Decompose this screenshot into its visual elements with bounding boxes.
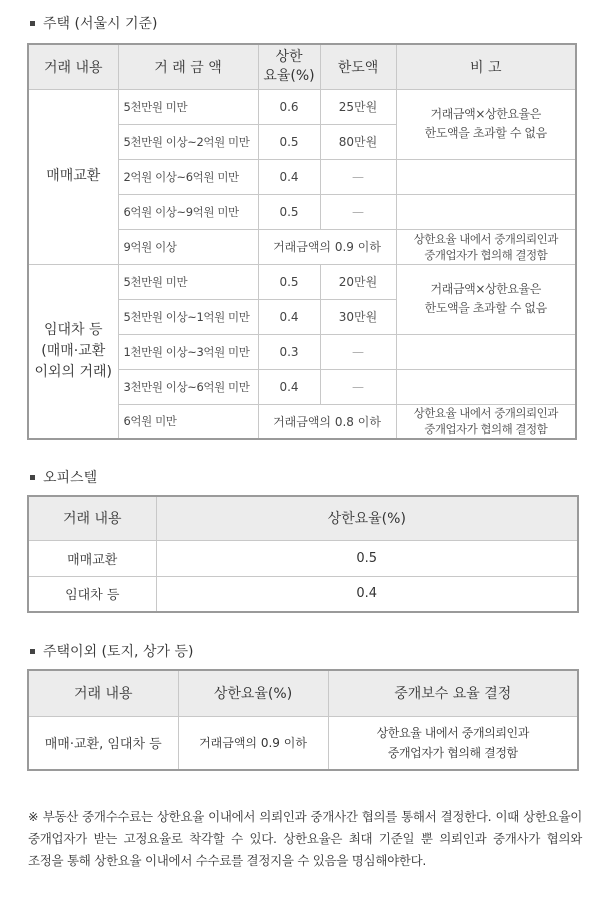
rate-merged-cell: 거래금액의 0.8 이하 [258,404,396,439]
section-title-text: 오피스텔 [43,470,98,486]
bullet-icon [30,649,35,654]
rate-cell: 0.5 [258,264,320,299]
header-rate: 상한요율(%) [156,496,578,540]
header-amount: 거 래 금 액 [118,44,258,89]
header-type: 거래 내용 [28,496,156,540]
bullet-icon [30,475,35,480]
note-cell: 거래금액×상한요율은 한도액을 초과할 수 없음 [396,264,576,334]
table-row [28,716,578,770]
table-row [28,576,578,612]
group-name-lease: 임대차 등 (매매·교환 이외의 거래) [28,264,118,439]
limit-cell: — [320,334,396,369]
type-cell: 매매교환 [28,540,156,576]
rate-cell: 0.4 [258,299,320,334]
amount-cell: 1천만원 이상~3억원 미만 [118,334,258,369]
section-title-text: 주택 (서울시 기준) [43,16,158,32]
amount-cell: 5천만원 이상~1억원 미만 [118,299,258,334]
table-row [28,264,576,299]
officetel-fee-table [27,495,579,613]
table-header-row [28,44,576,89]
rate-cell: 0.4 [258,369,320,404]
header-rate: 상한 요율(%) [258,44,320,89]
rate-cell: 거래금액의 0.9 이하 [178,716,328,770]
limit-cell: 25만원 [320,89,396,124]
amount-cell: 9억원 이상 [118,229,258,264]
type-cell: 매매·교환, 임대차 등 [28,716,178,770]
limit-cell: 30만원 [320,299,396,334]
note-cell: 상한요율 내에서 중개의뢰인과 중개업자가 협의해 결정함 [396,404,576,439]
section-title-text: 주택이외 (토지, 상가 등) [43,644,194,660]
limit-cell: — [320,194,396,229]
note-cell-empty [396,334,576,369]
section-title-housing [30,13,158,33]
rate-cell: 0.6 [258,89,320,124]
bullet-icon [30,21,35,26]
type-cell: 임대차 등 [28,576,156,612]
decision-cell: 상한요율 내에서 중개의뢰인과 중개업자가 협의해 결정함 [328,716,578,770]
header-type: 거래 내용 [28,44,118,89]
rate-cell: 0.4 [156,576,578,612]
amount-cell: 5천만원 미만 [118,89,258,124]
limit-cell: — [320,159,396,194]
header-rate: 상한요율(%) [178,670,328,716]
limit-cell: 20만원 [320,264,396,299]
amount-cell: 2억원 이상~6억원 미만 [118,159,258,194]
rate-cell: 0.5 [258,194,320,229]
footnote: ※ 부동산 중개수수료는 상한요율 이내에서 의뢰인과 중개사간 협의를 통해서 결정한다. 이때 상한요율이 중개업자가 받는 고정요율로 착각할 수 있다. 상한요율은 최대 기준일 뿐 의뢰인과 중개사가 협의와 조정을 통해 상한요율 이내에서 수수료를 결정지을 수 있음을 명심해야한다. [28,809,582,868]
section-title-non-housing [30,641,193,661]
amount-cell: 6억원 미만 [118,404,258,439]
note-cell-empty [396,194,576,229]
table-row [28,540,578,576]
header-type: 거래 내용 [28,670,178,716]
rate-cell: 0.5 [258,124,320,159]
group-name-sale: 매매교환 [28,89,118,264]
table-header-row [28,496,578,540]
rate-cell: 0.3 [258,334,320,369]
note-cell-empty [396,369,576,404]
amount-cell: 5천만원 미만 [118,264,258,299]
non-housing-fee-table [27,669,579,771]
note-cell: 상한요율 내에서 중개의뢰인과 중개업자가 협의해 결정함 [396,229,576,264]
rate-merged-cell: 거래금액의 0.9 이하 [258,229,396,264]
rate-cell: 0.5 [156,540,578,576]
header-note: 비 고 [396,44,576,89]
housing-fee-table [27,43,577,440]
note-cell: 거래금액×상한요율은 한도액을 초과할 수 없음 [396,89,576,159]
table-header-row [28,670,578,716]
section-title-officetel [30,467,97,487]
amount-cell: 5천만원 이상~2억원 미만 [118,124,258,159]
rate-cell: 0.4 [258,159,320,194]
header-limit: 한도액 [320,44,396,89]
table-row [28,89,576,124]
limit-cell: 80만원 [320,124,396,159]
limit-cell: — [320,369,396,404]
note-cell-empty [396,159,576,194]
amount-cell: 3천만원 이상~6억원 미만 [118,369,258,404]
header-decision: 중개보수 요율 결정 [328,670,578,716]
amount-cell: 6억원 이상~9억원 미만 [118,194,258,229]
